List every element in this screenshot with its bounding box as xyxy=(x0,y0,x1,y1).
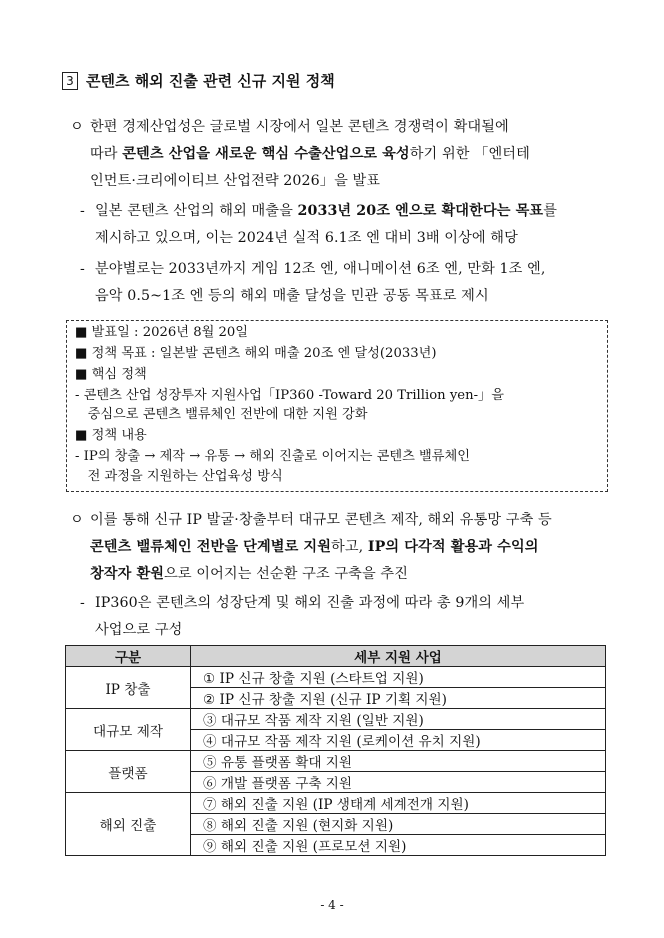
program-table xyxy=(65,645,606,856)
sub-2-line-1: 분야별로는 2033년까지 게임 12조 엔, 애니메이션 6조 엔, 만화 1조 엔, xyxy=(95,261,546,277)
item-cell: ③ 대규모 작품 제작 지원 (일반 지원) xyxy=(191,709,606,730)
page-number: - 4 - xyxy=(320,898,344,912)
item-cell: ⑨ 해외 진출 지원 (프로모션 지원) xyxy=(191,835,606,856)
emphasis: 콘텐츠 산업을 새로운 핵심 수출산업으로 육성 xyxy=(122,146,410,162)
emphasis: 창작자 환원 xyxy=(90,566,165,582)
item-cell: ① IP 신규 창출 지원 (스타트업 지원) xyxy=(191,667,606,688)
sub-2-line-2: 음악 0.5~1조 엔 등의 해외 매출 달성을 민관 공동 목표로 제시 xyxy=(95,288,489,304)
section-number: 3 xyxy=(62,72,78,90)
box-line: ■ 정책 내용 xyxy=(75,428,147,443)
emphasis: 콘텐츠 밸류체인 전반을 단계별로 지원 xyxy=(90,539,332,555)
box-line: - 콘텐츠 산업 성장투자 지원사업「IP360 -Toward 20 Trillion yen-」을 xyxy=(75,388,504,403)
bullet-2-line-1: 이를 통해 신규 IP 발굴·창출부터 대규모 콘텐츠 제작, 해외 유통망 구축 등 xyxy=(90,512,552,528)
item-cell: ④ 대규모 작품 제작 지원 (로케이션 유치 지원) xyxy=(191,730,606,751)
bullet-1-line-2: 따라 콘텐츠 산업을 새로운 핵심 수출산업으로 육성하기 위한 「엔터테 xyxy=(90,146,530,162)
dash-marker: - xyxy=(80,261,85,277)
sub-bullet-3 xyxy=(80,590,615,644)
bullet-2 xyxy=(70,507,615,588)
sub-bullet-2 xyxy=(80,256,615,310)
bullet-marker: ㅇ xyxy=(70,119,84,135)
box-line: 중심으로 콘텐츠 밸류체인 전반에 대한 지원 강화 xyxy=(75,407,368,422)
emphasis: 2033년 20조 엔으로 확대한다는 목표 xyxy=(297,203,544,219)
group-cell: IP 창출 xyxy=(66,667,191,709)
bullet-1-line-3: 인먼트·크리에이티브 산업전략 2026」을 발표 xyxy=(90,173,381,189)
item-cell: ⑥ 개발 플랫폼 구축 지원 xyxy=(191,772,606,793)
sub-3-line-2: 사업으로 구성 xyxy=(95,622,183,638)
box-line: - IP의 창출 → 제작 → 유통 → 해외 진출로 이어지는 콘텐츠 밸류체인 xyxy=(75,449,470,464)
box-line: ■ 정책 목표 : 일본발 콘텐츠 해외 매출 20조 엔 달성(2033년) xyxy=(75,346,437,361)
table-row xyxy=(66,667,606,688)
table-row xyxy=(66,709,606,730)
item-cell: ⑤ 유통 플랫폼 확대 지원 xyxy=(191,751,606,772)
section-heading xyxy=(62,70,335,91)
bullet-2-line-3: 창작자 환원으로 이어지는 선순환 구조 구축을 추진 xyxy=(90,566,409,582)
group-cell: 플랫폼 xyxy=(66,751,191,793)
bullet-2-line-2: 콘텐츠 밸류체인 전반을 단계별로 지원하고, IP의 다각적 활용과 수익의 xyxy=(90,539,539,555)
bullet-marker: ㅇ xyxy=(70,512,84,528)
table-row xyxy=(66,793,606,814)
item-cell: ⑦ 해외 진출 지원 (IP 생태계 세계전개 지원) xyxy=(191,793,606,814)
sub-bullet-1 xyxy=(80,198,615,252)
item-cell: ② IP 신규 창출 지원 (신규 IP 기획 지원) xyxy=(191,688,606,709)
bullet-1-line-1: 한편 경제산업성은 글로벌 시장에서 일본 콘텐츠 경쟁력이 확대될에 xyxy=(90,119,509,135)
table-header: 구분 xyxy=(66,646,191,667)
table-header: 세부 지원 사업 xyxy=(191,646,606,667)
table-header-row xyxy=(66,646,606,667)
sub-1-line-2: 제시하고 있으며, 이는 2024년 실적 6.1조 엔 대비 3배 이상에 해당 xyxy=(95,230,518,246)
item-cell: ⑧ 해외 진출 지원 (현지화 지원) xyxy=(191,814,606,835)
dash-marker: - xyxy=(80,203,85,219)
table-row xyxy=(66,751,606,772)
box-line: ■ 발표일 : 2026년 8월 20일 xyxy=(75,325,249,340)
section-title: 콘텐츠 해외 진출 관련 신규 지원 정책 xyxy=(86,72,335,90)
sub-1-line-1: 일본 콘텐츠 산업의 해외 매출을 2033년 20조 엔으로 확대한다는 목표를 xyxy=(95,203,557,219)
bullet-1 xyxy=(70,114,615,195)
emphasis: IP의 다각적 활용과 수익의 xyxy=(367,539,539,555)
group-cell: 해외 진출 xyxy=(66,793,191,856)
group-cell: 대규모 제작 xyxy=(66,709,191,751)
dash-marker: - xyxy=(80,595,85,611)
box-line: ■ 핵심 정책 xyxy=(75,367,147,382)
sub-3-line-1: IP360은 콘텐츠의 성장단계 및 해외 진출 과정에 따라 총 9개의 세부 xyxy=(95,595,525,611)
policy-summary-box xyxy=(66,320,608,492)
box-line: 전 과정을 지원하는 산업육성 방식 xyxy=(75,469,283,484)
